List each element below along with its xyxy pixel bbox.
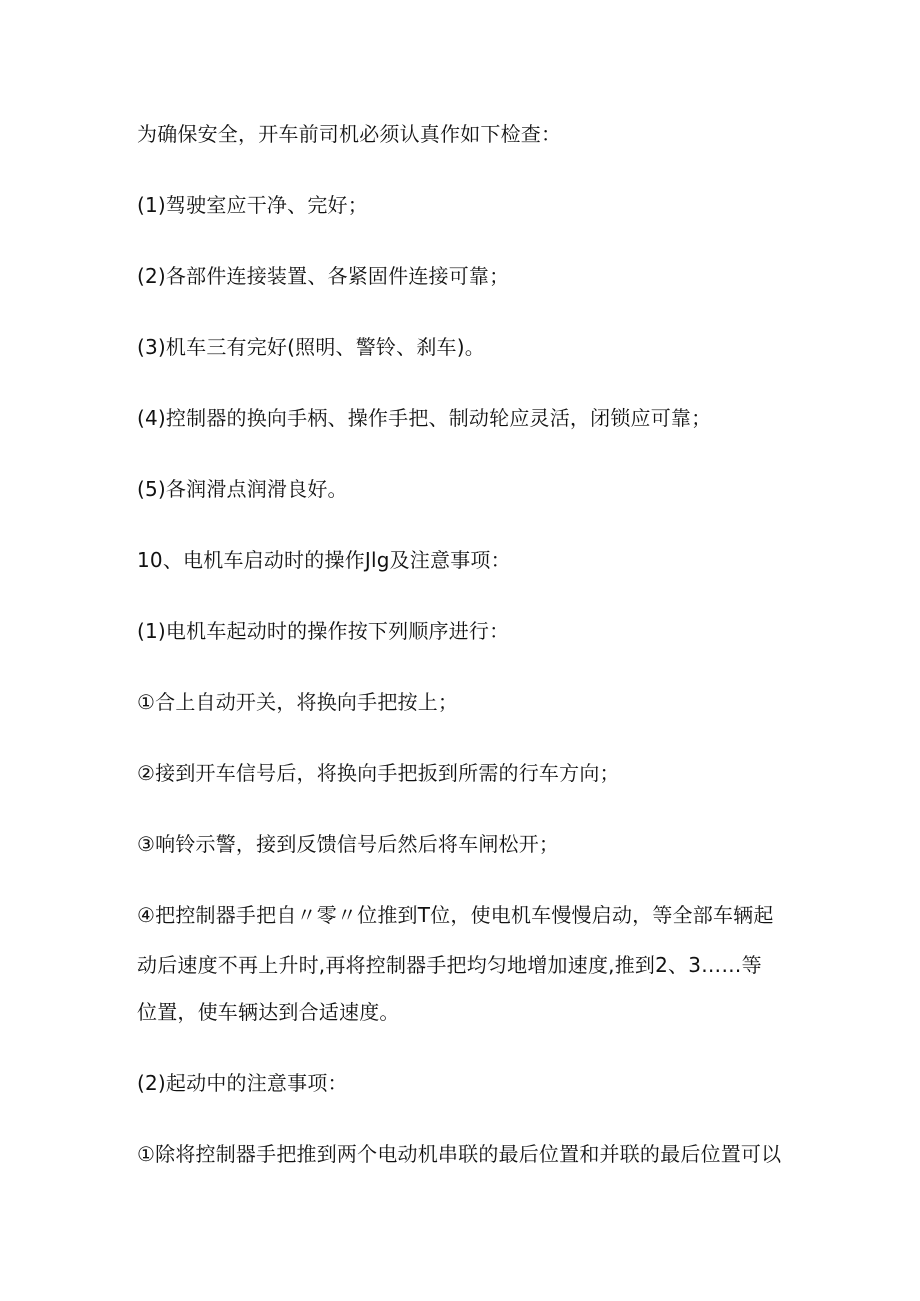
step-2: ②接到开车信号后，将换向手把扳到所需的行车方向；	[137, 761, 620, 785]
caution-item-1: ①除将控制器手把推到两个电动机串联的最后位置和并联的最后位置可以	[137, 1142, 782, 1166]
step-1: ①合上自动开关，将换向手把按上；	[137, 690, 459, 714]
step-4-line-1: ④把控制器手把自〃零〃位推到T位，使电机车慢慢启动，等全部车辆起	[137, 903, 774, 927]
intro-paragraph: 为确保安全，开车前司机必须认真作如下检查：	[137, 122, 562, 146]
step-4-line-3: 位置，使车辆达到合适速度。	[137, 1000, 400, 1024]
check-item-1: (1)驾驶室应干净、完好；	[137, 193, 368, 217]
subsection-1-heading: (1)电机车起动时的操作按下列顺序进行：	[137, 619, 510, 643]
check-item-2: (2)各部件连接装置、各紧固件连接可靠；	[137, 264, 510, 288]
check-item-4: (4)控制器的换向手柄、操作手把、制动轮应灵活，闭锁应可靠；	[137, 406, 712, 430]
step-4-line-2: 动后速度不再上升时,再将控制器手把均匀地增加速度,推到2、3……等	[137, 953, 762, 977]
subsection-2-heading: (2)起动中的注意事项：	[137, 1071, 348, 1095]
section-heading-10: 10、电机车启动时的操作Jlg及注意事项：	[137, 548, 511, 572]
check-item-5: (5)各润滑点润滑良好。	[137, 477, 348, 501]
check-item-3: (3)机车三有完好(照明、警铃、刹车)。	[137, 335, 485, 359]
step-3: ③响铃示警，接到反馈信号后然后将车闸松开；	[137, 832, 560, 856]
